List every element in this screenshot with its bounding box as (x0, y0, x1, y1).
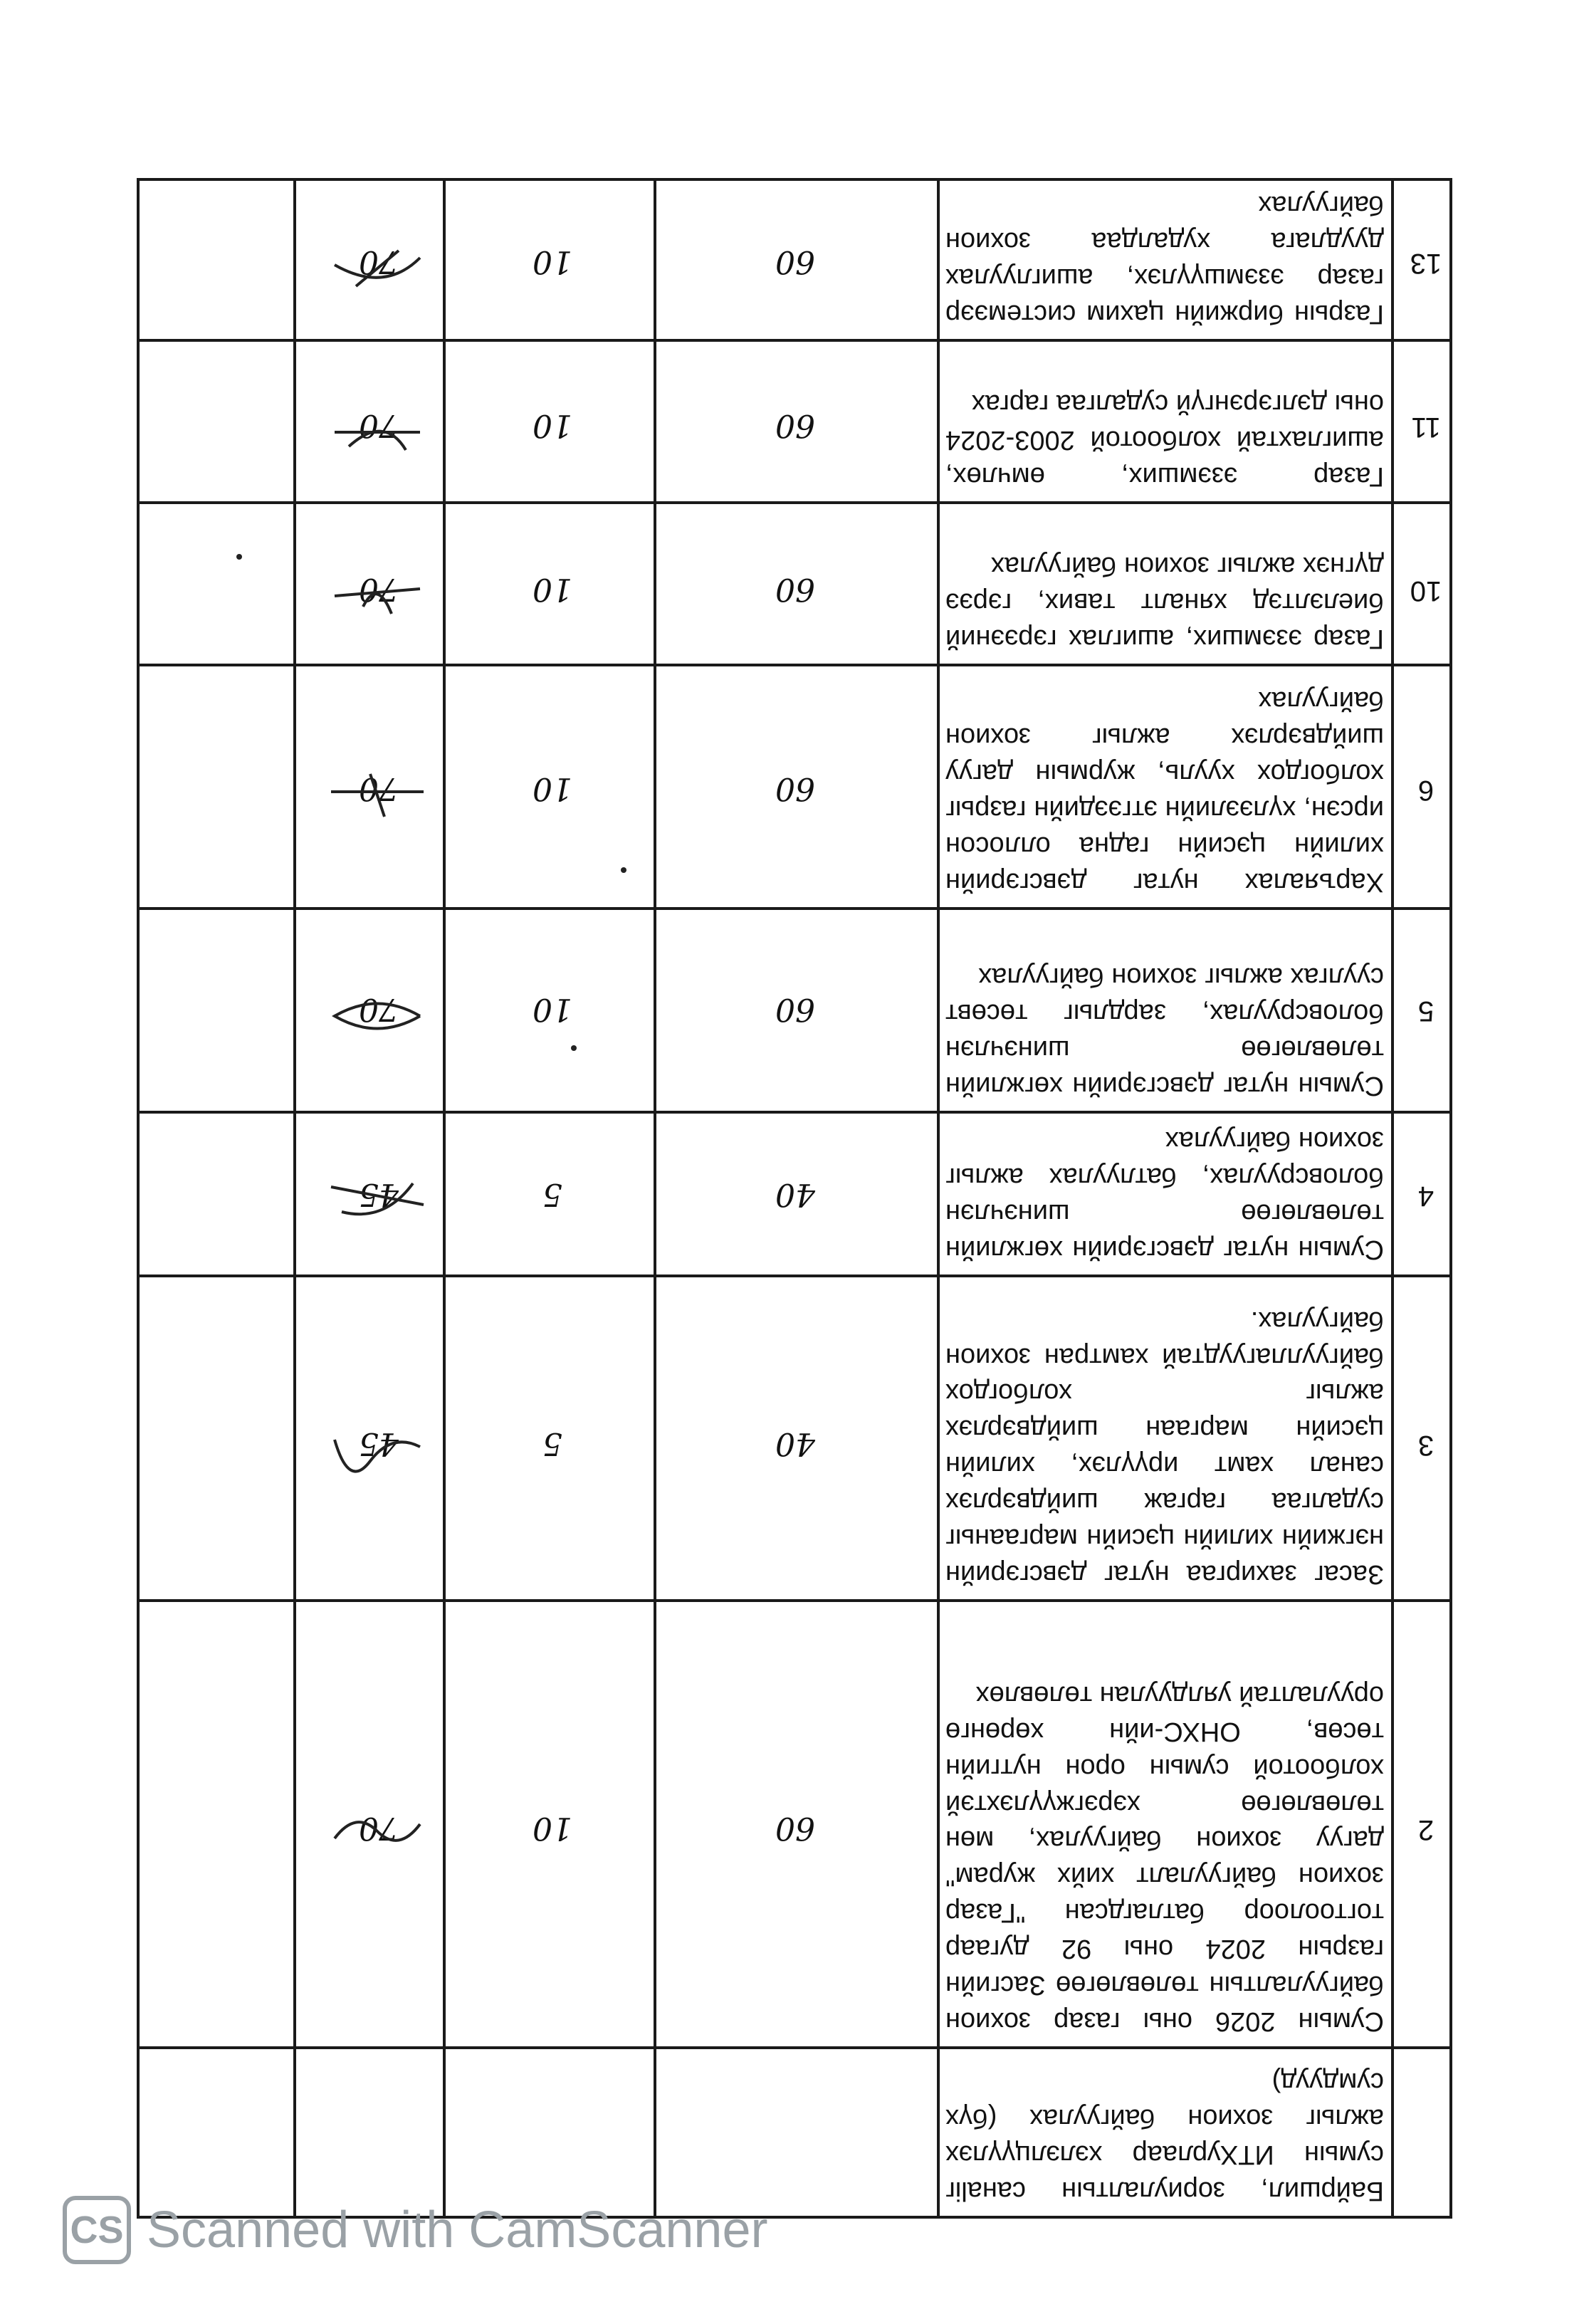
row-number: 5 (1417, 995, 1435, 1027)
score-value: 10 (533, 244, 572, 280)
row-number: 10 (1410, 575, 1442, 607)
signature-mark (327, 1176, 427, 1226)
row-number: 13 (1410, 248, 1442, 279)
scan-speck (621, 867, 626, 873)
score-value: 10 (533, 770, 572, 807)
scan-speck (571, 1045, 577, 1051)
row-number: 6 (1417, 775, 1435, 806)
row-number: 3 (1417, 1430, 1435, 1461)
camscanner-logo: CS (63, 2196, 131, 2264)
score-total: 45 (359, 1425, 399, 1462)
signature-mark (327, 571, 427, 621)
row-number: 2 (1417, 1814, 1435, 1846)
plan-table (137, 107, 1452, 2219)
score-value: 60 (775, 770, 815, 807)
row-text: Газар эзэмших, ашиглах гэрээний биелэлтэд хяналт тавих, гэрээ дүгнэх ажлыг зохион байгуулах (945, 551, 1384, 654)
row-text: Газар эзэмших, өмчлөх, ашиглахтай холбоотой 2003-2024 оны дэлгэрэнгүй судалгаа гаргах (945, 389, 1384, 491)
score-total: 70 (359, 571, 399, 607)
row-text: Сумын 2026 оны газар зохион байгуулалтын төлөвлөгөө Засгийн газрын 2024 оны 92 дугаар тогтоолоор батлагдсан "Газар зохион байгуулалт хийх журам" дагуу зохион байгуулах, мөн төлөвлөгөө хэрэгжүүлэхтэй холбоотой сумын орон нутгийн төсөв, ОНХС-ийн хөрөнгө оруулалтай уялдуулан төлөвлөх (945, 1680, 1384, 2036)
score-value: 10 (533, 571, 572, 607)
score-total: 70 (359, 991, 399, 1027)
signature-mark (327, 770, 427, 820)
scan-speck (236, 554, 242, 560)
score-total: 70 (359, 407, 399, 444)
score-total: 70 (359, 1810, 399, 1846)
row-number: 11 (1411, 412, 1441, 443)
row-number: 4 (1417, 1181, 1435, 1212)
score-value: 5 (542, 1176, 562, 1213)
row-text: Харъяалах нутаг дэвсгэрийн хилийн цэсийн гадна оллосон ирсэн, хүлээлийн этгээдийн газрыг холбогдох хууль, журмын дагуу шийдвэрлэх ажлыг зохион байгуулах (945, 686, 1384, 897)
camscanner-watermark (63, 2196, 767, 2264)
row-text: Засаг захиргаа нутаг дэвсгэрийн нэгжийн хилийн цэсийн маргааныг судалгаа гаргаж шийдвэрлэх санал хамт ирүүлэх, хилийн цэсийн маргаан шийдвэрлэх ажлыг холбогдох байгууллагуудтай хамтран зохион байгуулах. (945, 1305, 1384, 1589)
signature-mark (327, 1810, 427, 1860)
signature-mark (327, 244, 427, 293)
row-text: Газрын биржийн цахим системээр газар эзэмшүүлэх, ашиглуулах дуудлага худалдаа зохион байгуулах (945, 190, 1384, 329)
header-cell: Байршил, зориулалтын санаliг сумын ИТХурлаар хэлэлцүүлэх ажлыг зохион байгуулах (бүх сумдууд) (945, 2067, 1384, 2206)
score-value: 60 (775, 991, 815, 1027)
score-value: 60 (775, 244, 815, 280)
row-text: Сумын нутаг дэвсгэрийн хөгжлийн төлөвлөгөө шинэчлэн боловсруулах, зардлыг төсөвт суулгах ажлыг зохион байгуулах (945, 962, 1384, 1101)
score-total: 70 (359, 770, 399, 807)
score-value: 40 (775, 1425, 815, 1462)
score-total: 45 (359, 1176, 399, 1213)
watermark-text: Scanned with CamScanner (147, 2202, 768, 2258)
score-total: 70 (359, 244, 399, 280)
score-value: 40 (775, 1176, 815, 1213)
score-value: 10 (533, 991, 572, 1027)
score-value: 60 (775, 407, 815, 444)
row-text: Сумын нутаг дэвсгэрийн хөгжлийн төлөвлөгөө шинэчлэн боловсруулах, батлуулах ажлыг зохион байгуулах (945, 1126, 1384, 1265)
score-value: 60 (775, 571, 815, 607)
signature-mark (327, 991, 427, 1041)
score-value: 10 (533, 407, 572, 444)
score-value: 10 (533, 1810, 572, 1846)
score-value: 5 (542, 1425, 562, 1462)
score-value: 60 (775, 1810, 815, 1846)
signature-mark (327, 407, 427, 457)
signature-mark (327, 1425, 427, 1475)
